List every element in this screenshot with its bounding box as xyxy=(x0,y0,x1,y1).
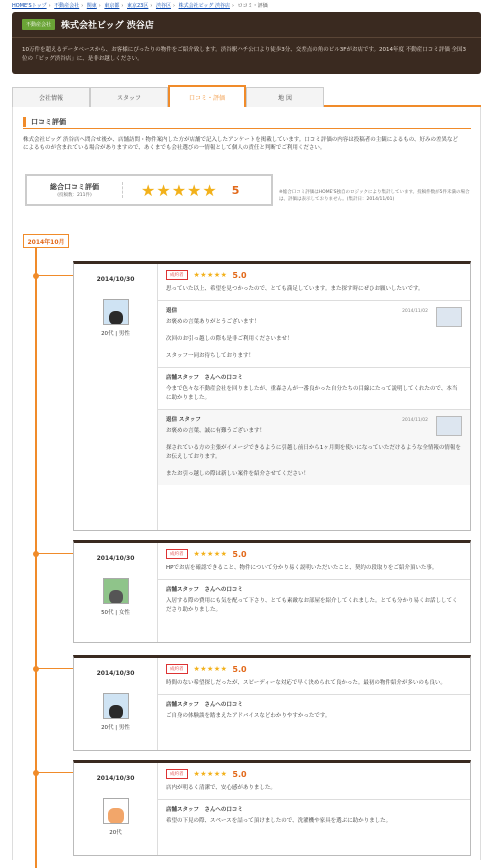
overall-stars: ★★★★★ xyxy=(141,180,218,200)
tab-map[interactable]: 地 図 xyxy=(246,87,324,107)
person-icon xyxy=(108,808,124,824)
reviewer-demographic: 50代 | 女性 xyxy=(101,610,130,616)
staff-review xyxy=(158,367,470,409)
reply-text: お褒めの言葉ありがとうございます！ xyxy=(166,319,260,325)
timeline-dot xyxy=(33,551,39,557)
tab-staff[interactable]: スタッフ xyxy=(90,87,168,107)
staff-review-title: 店舗スタッフ さんへの口コミ xyxy=(166,587,243,593)
staff-review-title: 店舗スタッフ さんへの口コミ xyxy=(166,807,243,813)
overall-rating-box xyxy=(25,174,273,206)
reply-date: 2014/11/02 xyxy=(402,418,428,423)
review-score: 5.0 xyxy=(232,769,247,779)
tab-reviews[interactable]: 口コミ・評価 xyxy=(168,85,246,107)
breadcrumb-link[interactable]: HOME'Sトップ xyxy=(12,3,47,9)
review-date: 2014/10/30 xyxy=(96,555,135,562)
breadcrumb-link[interactable]: 渋谷区 xyxy=(155,3,171,9)
overall-rating-label: 総合口コミ評価 xyxy=(50,183,99,191)
contract-badge: 成約者 xyxy=(166,549,188,559)
breadcrumb-current: ロコミ・評価 xyxy=(237,3,268,9)
avatar xyxy=(103,693,129,719)
breadcrumb-link[interactable]: 東京都 xyxy=(104,3,120,9)
timeline-dot xyxy=(33,666,39,672)
breadcrumb: HOME'Sトップ › 不動産会社 › 関東 › 東京都 › 東京23区 › 渋谷区 › 株式会社ビッグ 渋谷店 › ロコミ・評価 xyxy=(12,3,268,9)
staff-review-title: 店舗スタッフ さんへの口コミ xyxy=(166,375,243,381)
staff-review-text: 希望の下見の際、スペースを詰って頂けましたので、洗濯機や家具を選ぶに助かりました。 xyxy=(166,818,392,824)
staff-reply xyxy=(158,409,470,485)
reviewer-demographic: 20代 | 男性 xyxy=(101,725,130,731)
tab-company-info[interactable]: 会社情報 xyxy=(12,87,90,107)
avatar xyxy=(103,578,129,604)
reply-text: お褒めの言葉、誠に有難うございます！ xyxy=(166,428,266,434)
review-score: 5.0 xyxy=(232,664,247,674)
reply-date: 2014/11/02 xyxy=(402,309,428,314)
review-card xyxy=(73,261,471,531)
review-text: 思っていた以上、希望を見つかったので、とても満足しています。また探す時にぜひお願いしたいです。 xyxy=(166,286,424,292)
person-icon xyxy=(109,705,123,719)
reply-text: またお引っ越しの際は新しい案件を紹介させてください！ xyxy=(166,471,310,477)
review-stars: ★★★★★ xyxy=(193,770,228,778)
review-date: 2014/10/30 xyxy=(96,775,135,782)
review-text: 店内が明るく清潔で、安心感がありました。 xyxy=(166,785,276,791)
staff-review-text: ご自身の体験談を踏まえたアドバイスなどわかりやすかったです。 xyxy=(166,713,331,719)
review-count: (投稿数：211件) xyxy=(57,193,92,198)
reviewer-demographic: 20代 xyxy=(109,830,122,836)
company-description: 10万件を超えるデータベースから、お客様にぴったりの物件をご紹介致します。渋谷駅ハチ公口より徒歩3分、交差点の角のビル3Fがお店です。2014年度 不動産口コミ評価 全国3位の「ビッグ渋谷店」に、是非お越しください。 xyxy=(22,47,467,62)
contract-badge: 成約者 xyxy=(166,270,188,280)
section-divider xyxy=(23,128,471,129)
reviewer-demographic: 20代 | 男性 xyxy=(101,331,130,337)
timeline-connector xyxy=(37,553,73,554)
timeline-dot xyxy=(33,273,39,279)
review-score: 5.0 xyxy=(232,549,247,559)
company-header xyxy=(12,12,481,74)
review-score: 5.0 xyxy=(232,270,247,280)
person-icon xyxy=(109,311,123,325)
timeline-connector xyxy=(37,275,73,276)
breadcrumb-link[interactable]: 関東 xyxy=(86,3,97,9)
reply-author: 返信 スタッフ xyxy=(166,417,201,423)
review-card xyxy=(73,655,471,751)
reply-text: 次回のお引っ越しの際も是非ご利用くださいませ！ xyxy=(166,336,293,342)
section-title: 口コミ評価 xyxy=(23,117,66,127)
reply-text: 探されている方の主張がイメージできるように引越し前日から1ヶ月間を使いになっていただけるような全情報の情報をお伝えしております。 xyxy=(166,445,461,460)
timeline-connector xyxy=(37,772,73,773)
month-label: 2014年10月 xyxy=(23,234,69,248)
reply-text: スタッフ一同お待ちしております！ xyxy=(166,353,255,359)
reviews-content xyxy=(12,107,481,860)
timeline-dot xyxy=(33,770,39,776)
review-stars: ★★★★★ xyxy=(193,271,228,279)
review-date: 2014/10/30 xyxy=(96,276,135,283)
avatar xyxy=(103,299,129,325)
section-intro: 株式会社ビッグ 渋谷店へ問合せ後か、店舗訪問・物件案内した方が店舗で記入したアンケートを掲載しています。口コミ評価の内容は投稿者の主観によるもの、好みの差異などによるものが含まれている場合がありますので、あくまでも会社選びの一情報として個人の責任と判断でご利用ください。 xyxy=(23,137,459,151)
overall-score: 5 xyxy=(231,183,240,197)
staff-review xyxy=(158,579,470,621)
company-name: 株式会社ビッグ 渋谷店 xyxy=(61,21,154,31)
timeline-connector xyxy=(37,668,73,669)
review-card xyxy=(73,760,471,856)
reply-author: 返信 xyxy=(166,308,178,314)
review-card xyxy=(73,540,471,643)
staff-review-title: 店舗スタッフ さんへの口コミ xyxy=(166,702,243,708)
breadcrumb-link[interactable]: 不動産会社 xyxy=(54,3,80,9)
review-stars: ★★★★★ xyxy=(193,550,228,558)
contract-badge: 成約者 xyxy=(166,769,188,779)
store-reply xyxy=(158,300,470,367)
review-date: 2014/10/30 xyxy=(96,670,135,677)
tab-bar xyxy=(12,87,481,107)
staff-review xyxy=(158,694,470,727)
person-icon xyxy=(109,590,123,604)
company-type-badge: 不動産会社 xyxy=(22,19,55,30)
breadcrumb-link[interactable]: 株式会社ビッグ 渋谷店 xyxy=(178,3,230,9)
staff-review xyxy=(158,799,470,832)
staff-photo xyxy=(436,307,462,327)
review-stars: ★★★★★ xyxy=(193,665,228,673)
staff-photo xyxy=(436,416,462,436)
review-text: 時間のない希望探しだったが、スピーディーな対応で早く決められて良かった。最初の物件紹介が多いのも良い。 xyxy=(166,680,446,686)
review-text: HPでお店を確認できること、物件について分かり易く説明いただいたこと、契約の段取りをご紹介頂いた事。 xyxy=(166,565,438,571)
rating-note: ※総合口コミ評価はHOME'S独自のロジックにより集計しています。投稿件数が5件未満の場合は、評価は表示しておりません。(集計日：2014/11/01) xyxy=(279,190,470,202)
avatar xyxy=(103,798,129,824)
staff-review-text: 入居する際の費用にも気を配って下さり、とても素敵なお部屋を紹介してくれました。とても分かり易くお話ししてくださり助かりました。 xyxy=(166,598,458,613)
contract-badge: 成約者 xyxy=(166,664,188,674)
breadcrumb-link[interactable]: 東京23区 xyxy=(127,3,149,9)
staff-review-text: 今まで色々な不動産会社を回りましたが、重森さんが一番良かった自分たちの目線にたって説明してくれたので、本当に助かりました。 xyxy=(166,386,458,401)
